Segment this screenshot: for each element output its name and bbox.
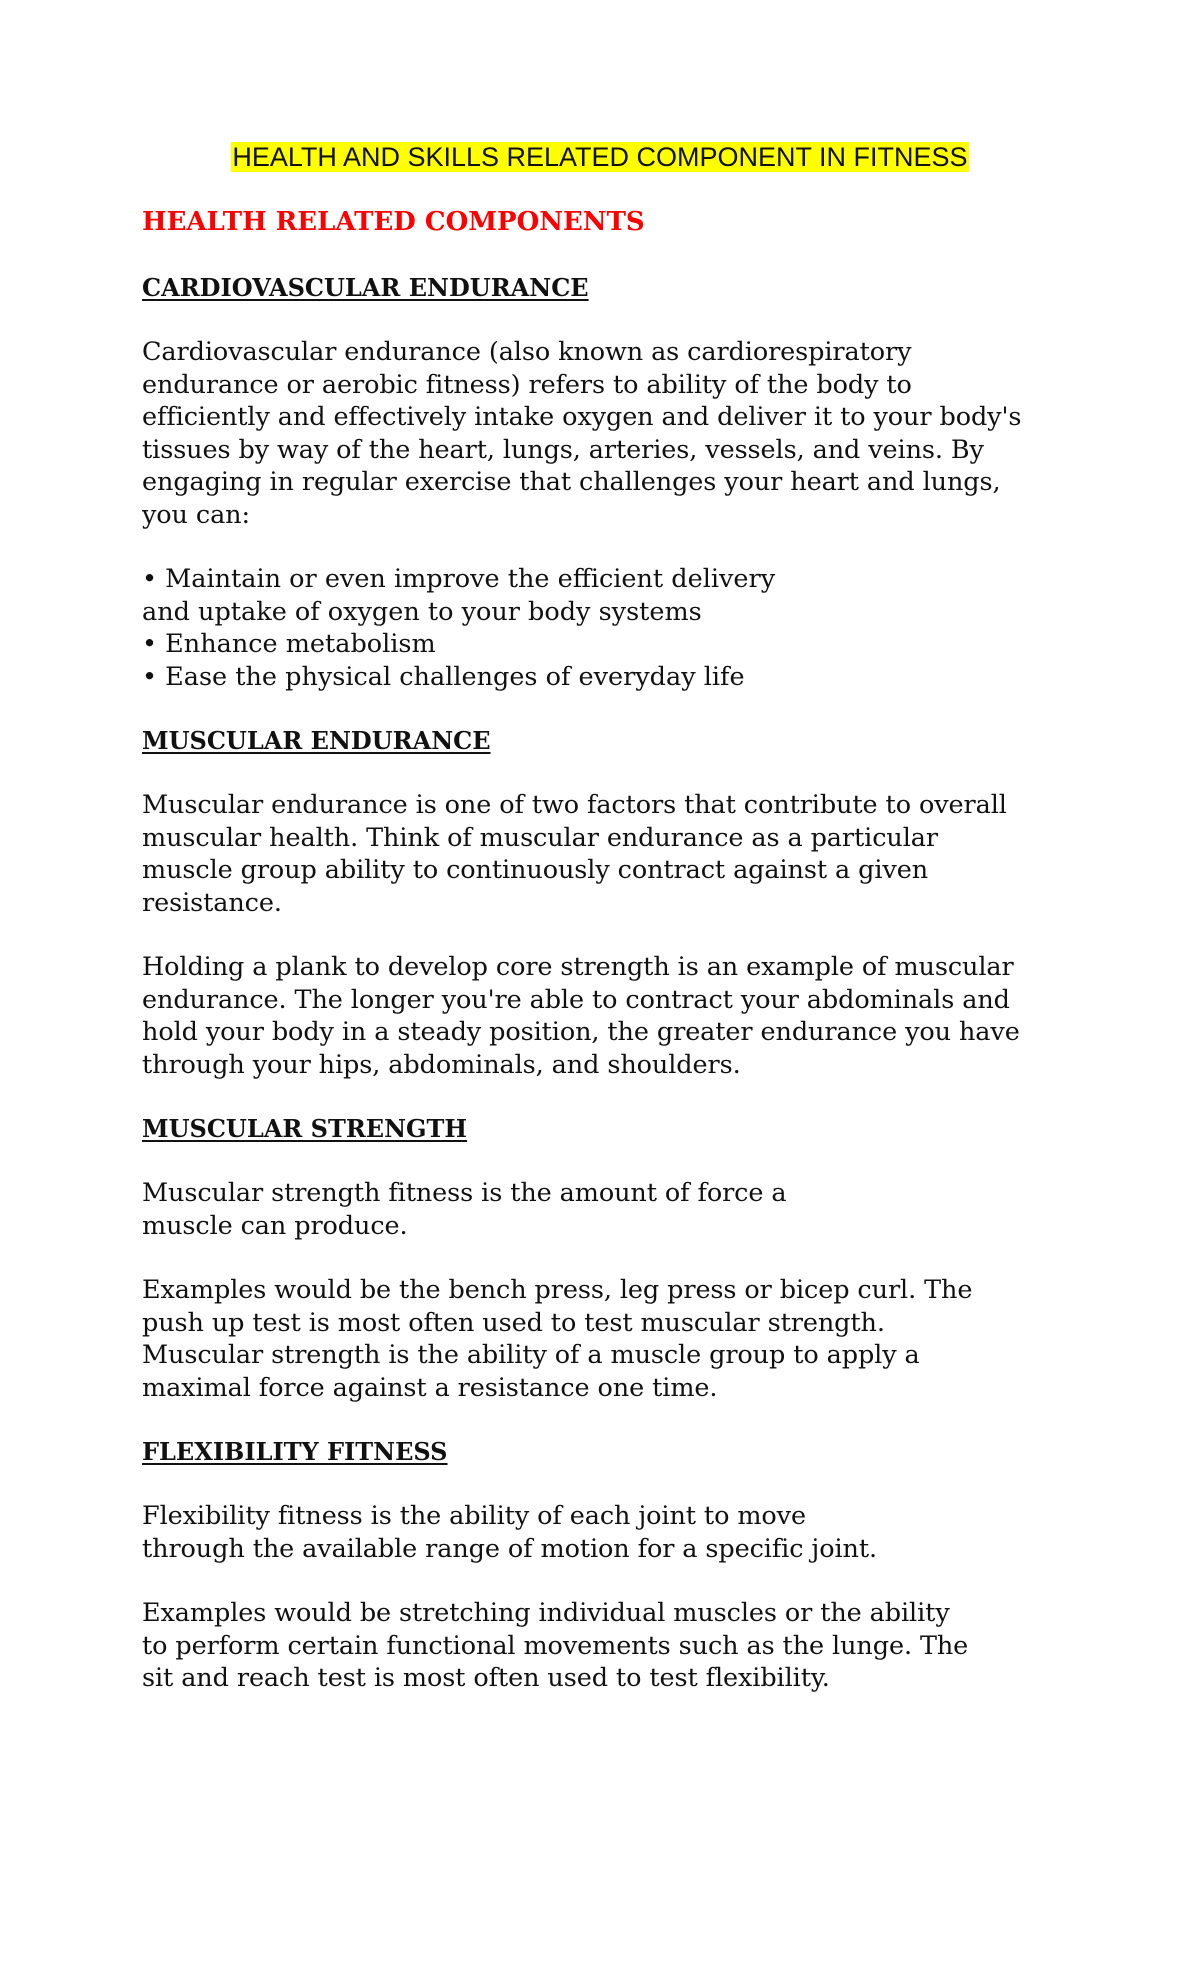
bullet-icon: • [142, 629, 158, 659]
paragraph-muscular-strength-1: Muscular strength fitness is the amount of force a muscle can produce. [142, 1178, 787, 1241]
paragraph-flexibility-2: Examples would be stretching individual muscles or the ability to perform certain functional movements such as the lunge. The sit and reach test is most often used to test flexibility. [142, 1598, 969, 1693]
heading-muscular-strength: MUSCULAR STRENGTH [142, 1114, 468, 1143]
document-body [142, 206, 1122, 1727]
heading-flexibility-fitness: FLEXIBILITY FITNESS [142, 1437, 448, 1466]
document-title-text: HEALTH AND SKILLS RELATED COMPONENT IN FITNESS [232, 142, 968, 172]
bullet-text: Ease the physical challenges of everyday life [165, 661, 745, 692]
bullet-text: Maintain or even improve the efficient delivery and uptake of oxygen to your body systems [142, 564, 776, 627]
bullet-list-cardio-benefits [142, 563, 1122, 693]
bullet-icon: • [142, 661, 158, 692]
paragraph-flexibility-1: Flexibility fitness is the ability of each joint to move through the available range of motion for a specific joint. [142, 1501, 878, 1564]
bullet-item [142, 628, 1122, 661]
heading-muscular-endurance: MUSCULAR ENDURANCE [142, 726, 491, 755]
bullet-text: Enhance metabolism [165, 629, 436, 659]
document-title [0, 140, 1200, 174]
section-heading-health: HEALTH RELATED COMPONENTS [142, 207, 645, 237]
paragraph-muscular-endurance-2: Holding a plank to develop core strength is an example of muscular endurance. The longer you're able to contract your abdominals and hold your body in a steady position, the greater endurance you have through your hips, abdominals, and shoulders. [142, 952, 1020, 1080]
bullet-item [142, 563, 1122, 628]
paragraph-cardiovascular: Cardiovascular endurance (also known as cardiorespiratory endurance or aerobic fitness) refers to ability of the body to efficiently and effectively intake oxygen and deliver it to your body's tissues by way of the heart, lungs, arteries, vessels, and veins. By engaging in regular exercise that challenges your heart and lungs, you can: [142, 337, 1022, 530]
heading-cardiovascular-endurance: CARDIOVASCULAR ENDURANCE [142, 273, 589, 302]
bullet-item [142, 661, 1122, 694]
paragraph-muscular-endurance-1: Muscular endurance is one of two factors that contribute to overall muscular health. Think of muscular endurance as a particular muscle group ability to continuously contract against a given resistance. [142, 790, 1007, 918]
paragraph-muscular-strength-2: Examples would be the bench press, leg press or bicep curl. The push up test is most often used to test muscular strength. Muscular strength is the ability of a muscle group to apply a maximal force against a resistance one time. [142, 1275, 973, 1403]
bullet-icon: • [142, 564, 158, 594]
